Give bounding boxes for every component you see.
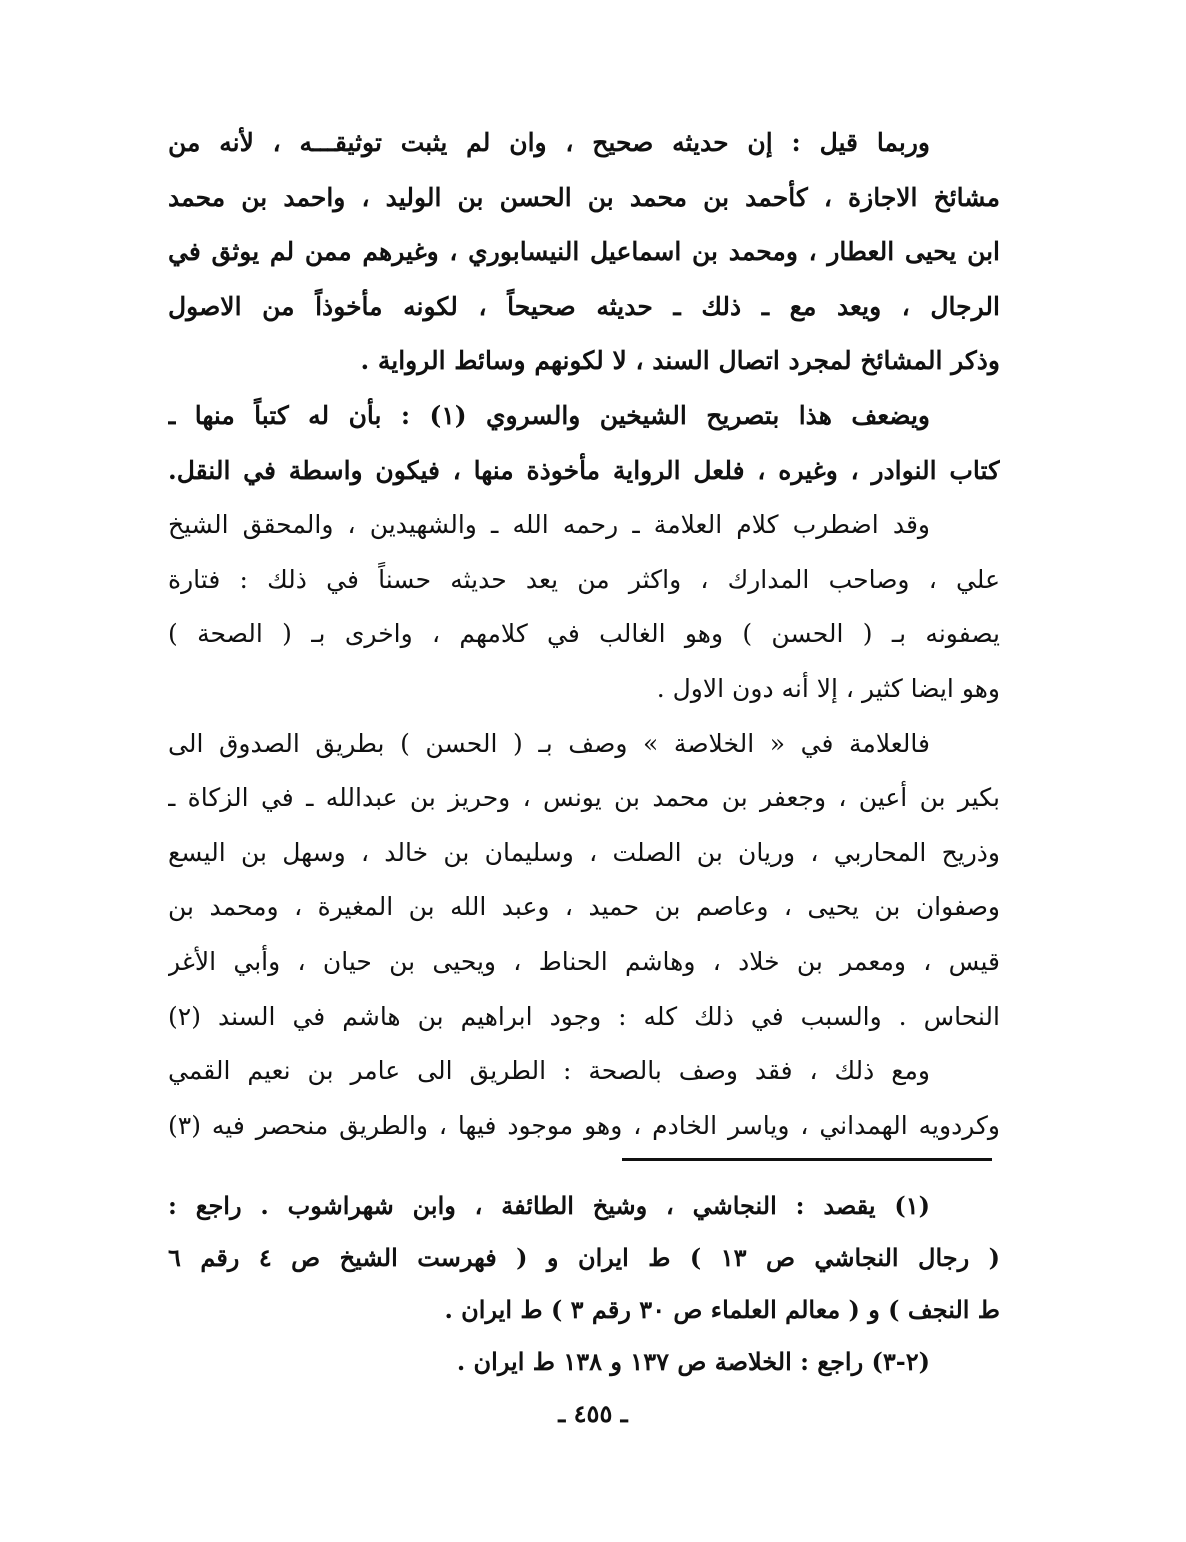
text-line: يصفونه بـ ( الحسن ) وهو الغالب في كلامهم ، واخرى بـ ( الصحة ) — [168, 619, 1000, 649]
text-line: وصفوان بن يحيى ، وعاصم بن حميد ، وعبد الله بن المغيرة ، ومحمد بن — [168, 892, 1000, 922]
text-line: ويضعف هذا بتصريح الشيخين والسروي (١) : بأن له كتباً منها ـ — [168, 400, 930, 430]
text-line: النحاس . والسبب في ذلك كله : وجود ابراهيم بن هاشم في السند (٢) — [168, 1001, 1000, 1031]
text-line: ابن يحيى العطار ، ومحمد بن اسماعيل النيسابوري ، وغيرهم ممن لم يوثق في — [168, 237, 1000, 267]
main-text — [168, 116, 1000, 1153]
page-number: ـ ٤٥٥ ـ — [558, 1399, 628, 1428]
footnote-separator — [622, 1158, 992, 1161]
text-line: مشائخ الاجازة ، كأحمد بن محمد بن الحسن بن الوليد ، واحمد بن محمد — [168, 182, 1000, 212]
text-line: وكردويه الهمداني ، وياسر الخادم ، وهو موجود فيها ، والطريق منحصر فيه (٣) — [168, 1110, 1000, 1140]
text-line: بكير بن أعين ، وجعفر بن محمد بن يونس ، وحريز بن عبدالله ـ في الزكاة ـ — [168, 783, 1000, 813]
text-line: الرجال ، ويعد مع ـ ذلك ـ حديثه صحيحاً ، لكونه مأخوذاً من الاصول — [168, 291, 1000, 321]
text-line: وربما قيل : إن حديثه صحيح ، وان لم يثبت توثيقـــه ، لأنه من — [168, 128, 930, 157]
text-line: وهو ايضا كثير ، إلا أنه دون الاول . — [656, 673, 1000, 703]
text-line: كتاب النوادر ، وغيره ، فلعل الرواية مأخوذة منها ، فيكون واسطة في النقل. — [168, 455, 1000, 485]
footnote-line: ط النجف ) و ( معالم العلماء ص ٣٠ رقم ٣ ) ط ايران . — [444, 1295, 1000, 1324]
footnote-line: (١) يقصد : النجاشي ، وشيخ الطائفة ، وابن شهراشوب . راجع : — [168, 1191, 930, 1220]
footnote-line: ( رجال النجاشي ص ١٣ ) ط ايران و ( فهرست الشيخ ص ٤ رقم ٦ — [168, 1243, 1000, 1272]
text-line: وقد اضطرب كلام العلامة ـ رحمه الله ـ والشهيدين ، والمحقق الشيخ — [168, 510, 930, 540]
text-line: علي ، وصاحب المدارك ، واكثر من يعد حديثه حسناً في ذلك : فتارة — [168, 564, 1000, 594]
text-line: وذريح المحاربي ، وريان بن الصلت ، وسليمان بن خالد ، وسهل بن اليسع — [168, 837, 1000, 867]
text-line: ومع ذلك ، فقد وصف بالصحة : الطريق الى عامر بن نعيم القمي — [168, 1056, 930, 1086]
text-line: وذكر المشائخ لمجرد اتصال السند ، لا لكونهم وسائط الرواية . — [360, 346, 1000, 376]
footnotes — [168, 1180, 1000, 1388]
footnote-line: (٢-٣) راجع : الخلاصة ص ١٣٧ و ١٣٨ ط ايران . — [456, 1347, 930, 1376]
text-line: فالعلامة في « الخلاصة » وصف بـ ( الحسن ) بطريق الصدوق الى — [168, 728, 930, 758]
text-line: قيس ، ومعمر بن خلاد ، وهاشم الحناط ، ويحيى بن حيان ، وأبي الأغر — [168, 946, 1000, 976]
